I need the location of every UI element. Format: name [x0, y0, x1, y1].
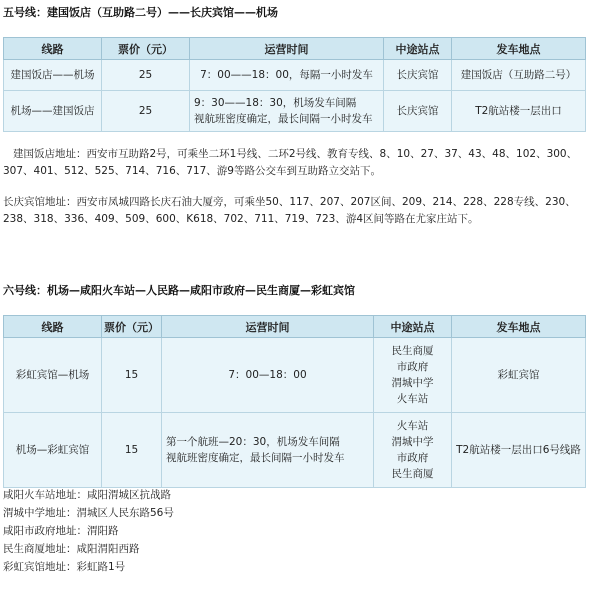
line5-table — [3, 37, 586, 132]
fare-cell: 25 — [102, 91, 190, 132]
table-row — [4, 91, 586, 132]
route-cell: 彩虹宾馆—机场 — [4, 338, 102, 413]
header-route: 线路 — [4, 316, 102, 338]
time-line: 视航班密度确定，最长间隔一小时发车 — [194, 113, 373, 125]
header-time: 运营时间 — [162, 316, 374, 338]
stops-cell — [384, 60, 452, 91]
stop-name: 火车站 — [396, 420, 429, 432]
header-stops: 中途站点 — [384, 38, 452, 60]
origin-cell: T2航站楼一层出口6号线路 — [452, 413, 586, 488]
caihong-hotel-address: 彩虹宾馆地址：彩虹路1号 — [3, 561, 126, 573]
stop-name: 市政府 — [396, 361, 429, 373]
stop-name: 民生商厦 — [391, 468, 434, 480]
origin-cell: 彩虹宾馆 — [452, 338, 586, 413]
origin-cell: T2航站楼一层出口 — [452, 91, 586, 132]
stop-name: 市政府 — [396, 452, 429, 464]
stop-name: 民生商厦 — [391, 345, 434, 357]
line6-header-row — [4, 316, 586, 338]
route-cell: 建国饭店——机场 — [4, 60, 102, 91]
time-cell — [190, 91, 384, 132]
header-fare: 票价（元） — [102, 38, 190, 60]
line5-header-row — [4, 38, 586, 60]
xianyang-government-address: 咸阳市政府地址：渭阳路 — [3, 525, 119, 537]
xianyang-station-address: 咸阳火车站地址：咸阳渭城区抗战路 — [3, 489, 171, 501]
line5-title: 五号线：建国饭店（互助路二号）——长庆宾馆——机场 — [3, 6, 278, 19]
table-row — [4, 413, 586, 488]
fare-cell: 15 — [102, 338, 162, 413]
stop-name: 渭城中学 — [391, 377, 434, 389]
table-row — [4, 338, 586, 413]
table-row — [4, 60, 586, 91]
route-cell: 机场—彩虹宾馆 — [4, 413, 102, 488]
time-line: 7：00—18：00 — [228, 369, 307, 381]
time-line: 视航班密度确定，最长间隔一小时发车 — [166, 452, 345, 464]
changqing-hotel-address-note: 长庆宾馆地址：西安市凤城四路长庆石油大厦旁，可乘坐50、117、207、207区间、209、214、228、228专线、230、238、318、336、409、509、600、K618、702、711、719、723、游4区间等路在尤家庄站下。 — [3, 196, 576, 225]
jianguo-hotel-address-note: 建国饭店地址：西安市互助路2号，可乘坐二环1号线、二环2号线、教育专线、8、10、27、37、43、48、102、300、307、401、512、525、714、716、717、游9等路公交车到互助路立交站下。 — [3, 148, 578, 177]
stop-name: 长庆宾馆 — [396, 105, 439, 117]
time-cell — [162, 338, 374, 413]
minsheng-mall-address: 民生商厦地址：咸阳渭阳西路 — [3, 543, 140, 555]
stop-name: 火车站 — [396, 393, 429, 405]
header-stops: 中途站点 — [374, 316, 452, 338]
stop-name: 长庆宾馆 — [396, 69, 439, 81]
time-cell — [162, 413, 374, 488]
header-time: 运营时间 — [190, 38, 384, 60]
time-cell — [190, 60, 384, 91]
time-line: 7：00——18：00，每隔一小时发车 — [200, 69, 373, 81]
origin-cell: 建国饭店（互助路二号） — [452, 60, 586, 91]
header-origin: 发车地点 — [452, 316, 586, 338]
time-line: 第一个航班—20：30，机场发车间隔 — [166, 436, 340, 448]
stops-cell — [374, 413, 452, 488]
time-line: 9：30——18：30，机场发车间隔 — [194, 97, 357, 109]
header-origin: 发车地点 — [452, 38, 586, 60]
stops-cell — [384, 91, 452, 132]
header-route: 线路 — [4, 38, 102, 60]
stop-name: 渭城中学 — [391, 436, 434, 448]
fare-cell: 25 — [102, 60, 190, 91]
header-fare: 票价（元） — [102, 316, 162, 338]
weicheng-school-address: 渭城中学地址：渭城区人民东路56号 — [3, 507, 174, 519]
route-cell: 机场——建国饭店 — [4, 91, 102, 132]
line6-title: 六号线：机场—咸阳火车站—人民路—咸阳市政府—民生商厦—彩虹宾馆 — [3, 284, 355, 297]
fare-cell: 15 — [102, 413, 162, 488]
stops-cell — [374, 338, 452, 413]
line6-table — [3, 315, 586, 488]
